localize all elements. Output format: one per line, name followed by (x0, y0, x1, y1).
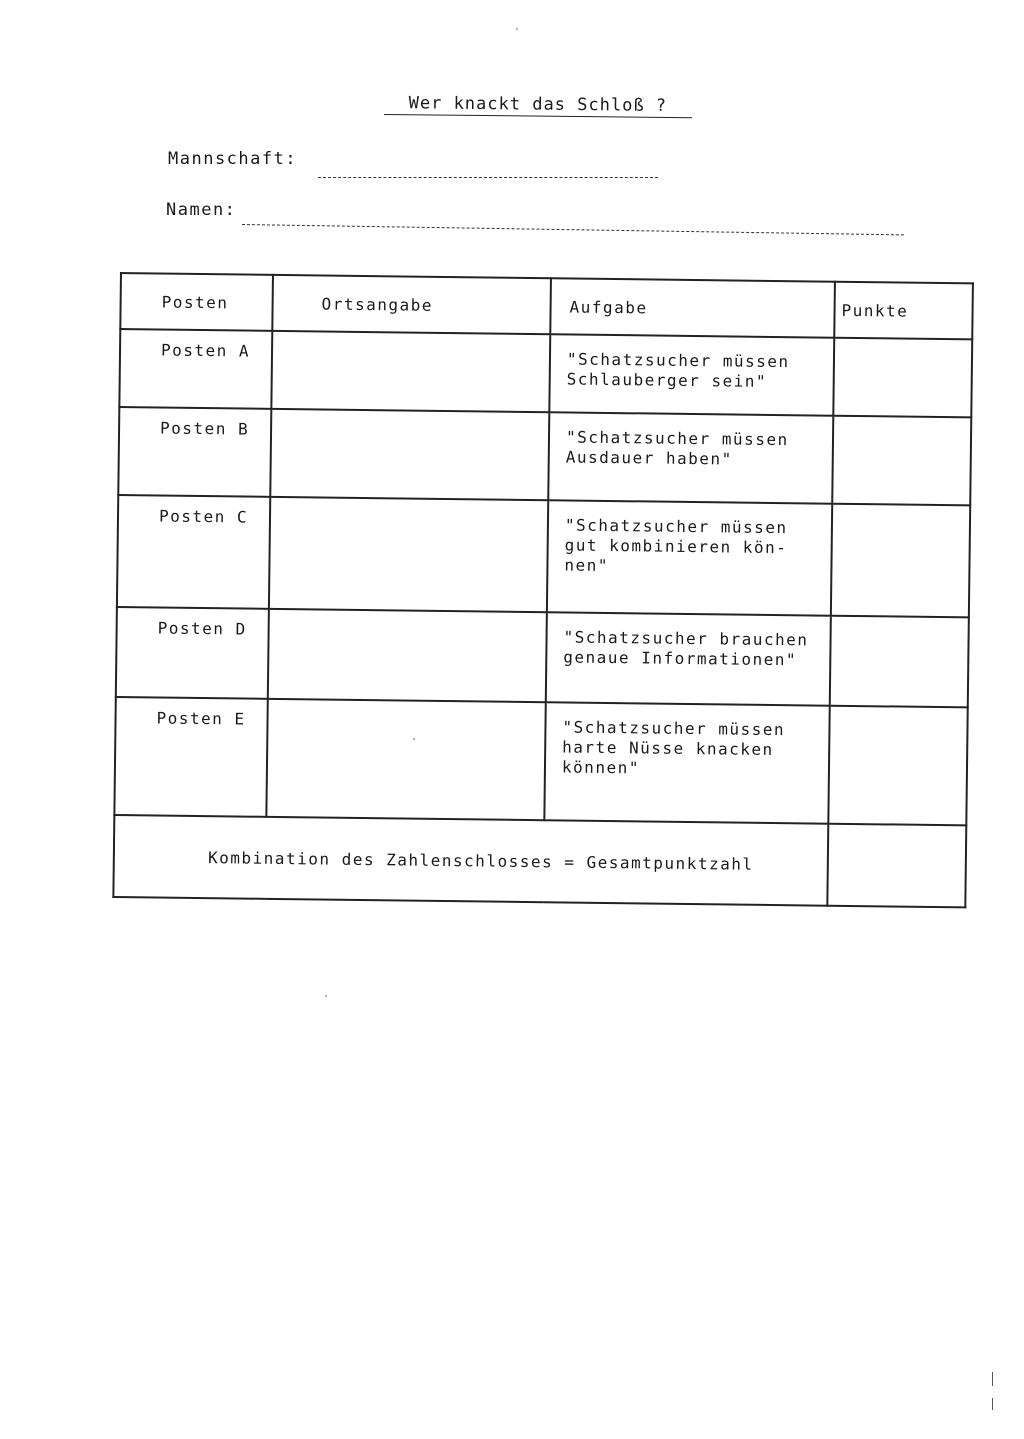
total-label: Kombination des Zahlenschlosses = Gesamtpunktzahl (113, 815, 828, 906)
table-row (114, 697, 967, 825)
ortsangabe-cell[interactable] (269, 497, 548, 612)
header-punkte: Punkte (834, 282, 973, 340)
scan-speck (516, 28, 518, 30)
mannschaft-input-line[interactable] (318, 177, 658, 178)
namen-label: Namen: (166, 200, 237, 220)
posten-cell: Posten B (118, 407, 271, 497)
punkte-cell[interactable] (828, 706, 967, 826)
margin-mark (992, 1372, 993, 1386)
aufgabe-cell: "Schatzsucher müssen Schlauberger sein" (549, 334, 834, 415)
header-ortsangabe: Ortsangabe (272, 275, 551, 334)
margin-mark (992, 1398, 993, 1410)
ortsangabe-cell[interactable] (268, 609, 547, 702)
scan-speck (413, 738, 415, 740)
aufgabe-cell: "Schatzsucher müssen harte Nüsse knacken können" (544, 702, 829, 823)
table-row (119, 329, 972, 417)
posten-cell: Posten D (116, 607, 269, 699)
ortsangabe-cell[interactable] (266, 699, 545, 820)
document-title: Wer knackt das Schloß ? (408, 93, 668, 116)
punkte-cell[interactable] (830, 616, 969, 708)
scan-speck (325, 995, 327, 997)
table-row (116, 607, 969, 707)
punkte-cell[interactable] (832, 416, 971, 506)
table-row (118, 407, 971, 505)
total-value-cell[interactable] (827, 824, 966, 908)
stations-table (112, 272, 974, 908)
aufgabe-cell: "Schatzsucher brauchen genaue Informationen" (546, 612, 831, 705)
table-row (117, 495, 970, 617)
total-row (113, 815, 966, 907)
posten-cell: Posten E (114, 697, 267, 817)
ortsangabe-cell[interactable] (270, 409, 549, 500)
aufgabe-cell: "Schatzsucher müssen Ausdauer haben" (548, 412, 833, 503)
header-aufgabe: Aufgabe (550, 278, 835, 337)
ortsangabe-cell[interactable] (271, 331, 550, 412)
posten-cell: Posten A (119, 329, 272, 409)
punkte-cell[interactable] (833, 338, 972, 418)
posten-cell: Posten C (117, 495, 270, 609)
table-header-row (120, 273, 973, 339)
header-posten: Posten (120, 273, 273, 331)
aufgabe-cell: "Schatzsucher müssen gut kombinieren kön-nen" (547, 500, 832, 615)
punkte-cell[interactable] (831, 504, 970, 618)
namen-input-line[interactable] (242, 224, 904, 235)
mannschaft-label: Mannschaft: (168, 149, 298, 169)
